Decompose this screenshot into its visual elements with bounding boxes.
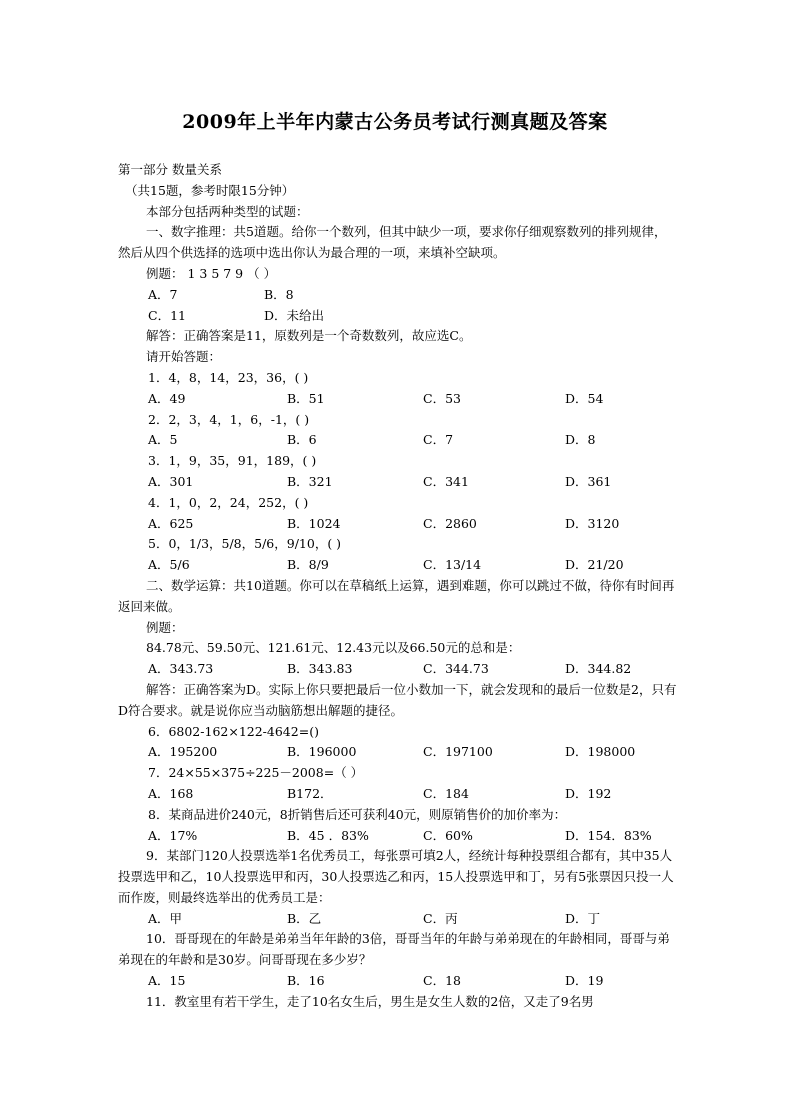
option: C．341 (423, 473, 469, 489)
option: B．8 (264, 286, 294, 302)
example1-options-row1 (118, 285, 678, 306)
question-partial: 11．教室里有若干学生，走了10名女生后，男生是女生人数的2倍，又走了9名男 (146, 993, 594, 1009)
option: C．11 (148, 307, 186, 323)
option: C．2860 (423, 515, 477, 531)
question-options (118, 784, 678, 805)
option: D．192 (565, 785, 612, 801)
question-options (118, 909, 678, 930)
option: D．3120 (565, 515, 620, 531)
option: C．197100 (423, 744, 493, 760)
part-time: （共15题，参考时限15分钟） (125, 182, 295, 198)
example2-label: 例题： (146, 619, 184, 635)
example2-question: 84.78元、59.50元、121.61元、12.43元以及66.50元的总和是： (146, 640, 521, 656)
option: B．45 ．83% (287, 827, 369, 843)
example1-label: 例题： 1 3 5 7 9 （ ） (146, 265, 277, 281)
section1-intro: 一、数字推理：共5道题。给你一个数列，但其中缺少一项，要求你仔细观察数列的排列规律，然后从四个供选择的选项中选出你认为最合理的一项，来填补空缺项。 (118, 224, 667, 261)
question-options (118, 742, 678, 763)
question: 10．哥哥现在的年龄是弟弟当年年龄的3倍，哥哥当年的年龄与弟弟现在的年龄相同，哥哥与弟弟现在的年龄和是30岁。问哥哥现在多少岁？ (118, 931, 670, 968)
option: D．154．83% (565, 827, 652, 843)
example2-options (118, 659, 678, 680)
option: B．321 (287, 473, 333, 489)
option: B．16 (287, 973, 325, 989)
option: A．49 (148, 390, 186, 406)
option: D．344.82 (565, 661, 632, 677)
option: B．乙 (287, 910, 322, 926)
example1-options-row2 (118, 306, 678, 327)
question: 8．某商品进价240元，8折销售后还可获利40元，则原销售价的加价率为： (148, 806, 567, 822)
option: D．54 (565, 390, 604, 406)
option: C．184 (423, 785, 469, 801)
option: D．19 (565, 973, 604, 989)
option: C．60% (423, 827, 473, 843)
option: C．344.73 (423, 661, 489, 677)
part-heading: 第一部分 数量关系 (118, 162, 222, 177)
question: 7．24×55×375÷225－2008=（ ） (148, 765, 364, 781)
option: C．13/14 (423, 557, 482, 573)
question: 1．4，8，14，23，36，( ) (148, 369, 309, 385)
option: D．丁 (565, 910, 601, 926)
option: A．343.73 (148, 661, 214, 677)
option: C．53 (423, 390, 461, 406)
option: B．1024 (287, 515, 341, 531)
option: D．8 (565, 432, 596, 448)
option: C．丙 (423, 910, 458, 926)
option: B．51 (287, 390, 325, 406)
option: C．18 (423, 973, 461, 989)
example2-answer: 解答：正确答案为D。实际上你只要把最后一位小数加一下，就会发现和的最后一位数是2，只有D符合要求。就是说你应当动脑筋想出解题的捷径。 (118, 681, 677, 718)
option: A．15 (148, 973, 186, 989)
question: 6．6802-162×122-4642=() (148, 723, 319, 739)
option: A．301 (148, 473, 194, 489)
question: 4．1，0，2，24，252，( ) (148, 494, 309, 510)
option: A．17% (148, 827, 198, 843)
question: 9．某部门120人投票选举1名优秀员工，每张票可填2人，经统计每种投票组合都有，其中35人投票选甲和乙，10人投票选甲和丙，30人投票选乙和丙，15人投票选甲和丁，另有5张票因只投一人而作废，则最终选举出的优秀员工是： (118, 848, 674, 905)
question: 3．1，9，35，91，189，( ) (148, 453, 317, 469)
option: A．195200 (148, 744, 218, 760)
option: B．8/9 (287, 557, 329, 573)
option: D．361 (565, 473, 612, 489)
option: A．625 (148, 515, 194, 531)
question: 5．0，1/3，5/8，5/6，9/10，( ) (148, 536, 342, 552)
option: A．168 (148, 785, 194, 801)
question-options (118, 430, 678, 451)
option: A．5/6 (148, 557, 190, 573)
question-options (118, 826, 678, 847)
question-options (118, 389, 678, 410)
question-options (118, 514, 678, 535)
document-body (118, 160, 678, 1013)
question: 2．2，3，4，1，6，-1，( ) (148, 411, 310, 427)
section2-intro: 二、数学运算：共10道题。你可以在草稿纸上运算，遇到难题，你可以跳过不做，待你有时间再返回来做。 (118, 577, 675, 614)
example1-answer: 解答：正确答案是11，原数列是一个奇数数列，故应选C。 (146, 328, 472, 344)
option: D．21/20 (565, 557, 624, 573)
option: C．7 (423, 432, 454, 448)
option: D．未给出 (264, 307, 325, 323)
option: B．343.83 (287, 661, 353, 677)
page-title: 2009年上半年内蒙古公务员考试行测真题及答案 (182, 111, 608, 133)
option: A．7 (148, 286, 178, 302)
option: D．198000 (565, 744, 636, 760)
question-options (118, 555, 678, 576)
option: B．196000 (287, 744, 357, 760)
option: A．甲 (148, 910, 183, 926)
option: B．6 (287, 432, 317, 448)
question-options (118, 971, 678, 992)
part-intro: 本部分包括两种类型的试题： (146, 203, 309, 219)
option: B172． (287, 785, 333, 801)
question-options (118, 472, 678, 493)
option: A．5 (148, 432, 178, 448)
start-prompt: 请开始答题： (146, 349, 222, 365)
